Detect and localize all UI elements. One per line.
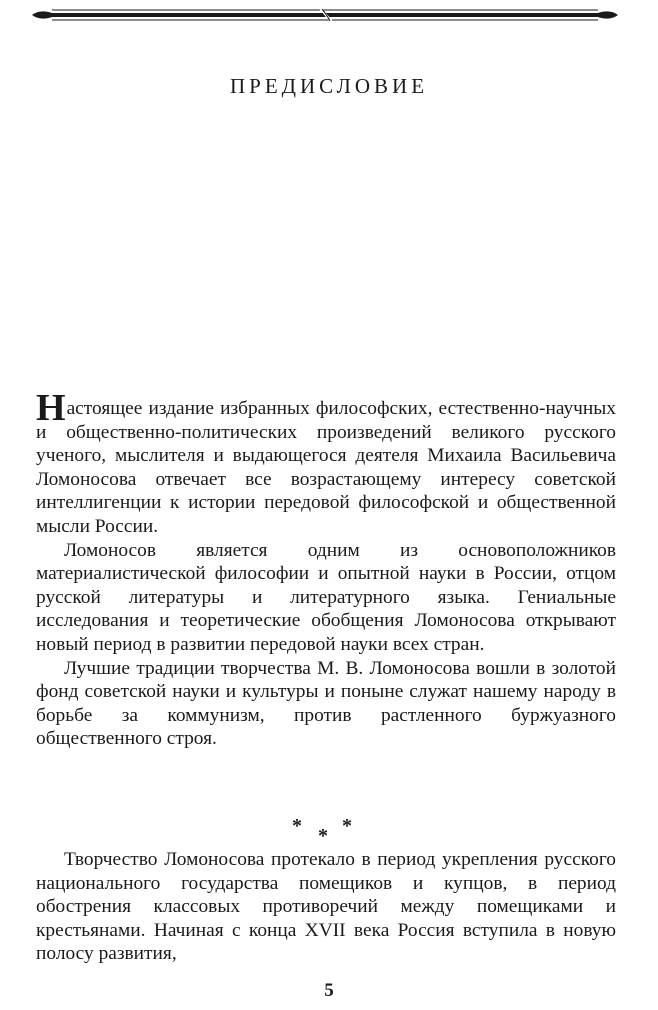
drop-cap-letter: Н: [36, 387, 66, 429]
separator-star-middle: *: [318, 825, 328, 847]
paragraph-1: [36, 387, 616, 539]
separator-star-left: *: [292, 815, 302, 837]
paragraph-3: Лучшие традиции творчества М. В. Ломоносова вошли в золотой фонд советской науки и культуры и поныне служат нашему народу в борьбе за коммунизм, против растленного буржуазного общественного строя.: [36, 657, 616, 750]
preface-section-one: [36, 387, 616, 751]
separator-star-right: *: [342, 815, 352, 837]
paragraph-1-text: астоящее издание избранных философских, естественно-научных и общественно-политических произведений великого русского ученого, мыслителя и выдающегося деятеля Михаила Васильевича Ломоносова отвечает все возрастающему интересу советской интеллигенции к истории передовой философской и общественной мысли России.: [36, 398, 616, 537]
page-number: 5: [324, 980, 334, 1001]
paragraph-2: Ломоносов является одним из основоположников материалистической философии и опытной науки в России, отцом русской литературы и литературного языка. Гениальные исследования и теоретические обобщения Ломоносова открывают новый период в развитии передовой науки всех стран.: [36, 539, 616, 655]
preface-section-two: [36, 848, 616, 966]
page-title: ПРЕДИСЛОВИЕ: [229, 74, 429, 98]
section-separator: [0, 815, 658, 845]
header-ornament-rule: [30, 6, 620, 24]
paragraph-4: Творчество Ломоносова протекало в период укрепления русского национального государства помещиков и купцов, в период обострения классовых противоречий между помещиками и крестьянами. Начиная с конца XVII века Россия вступила в новую полосу развития,: [36, 849, 616, 965]
